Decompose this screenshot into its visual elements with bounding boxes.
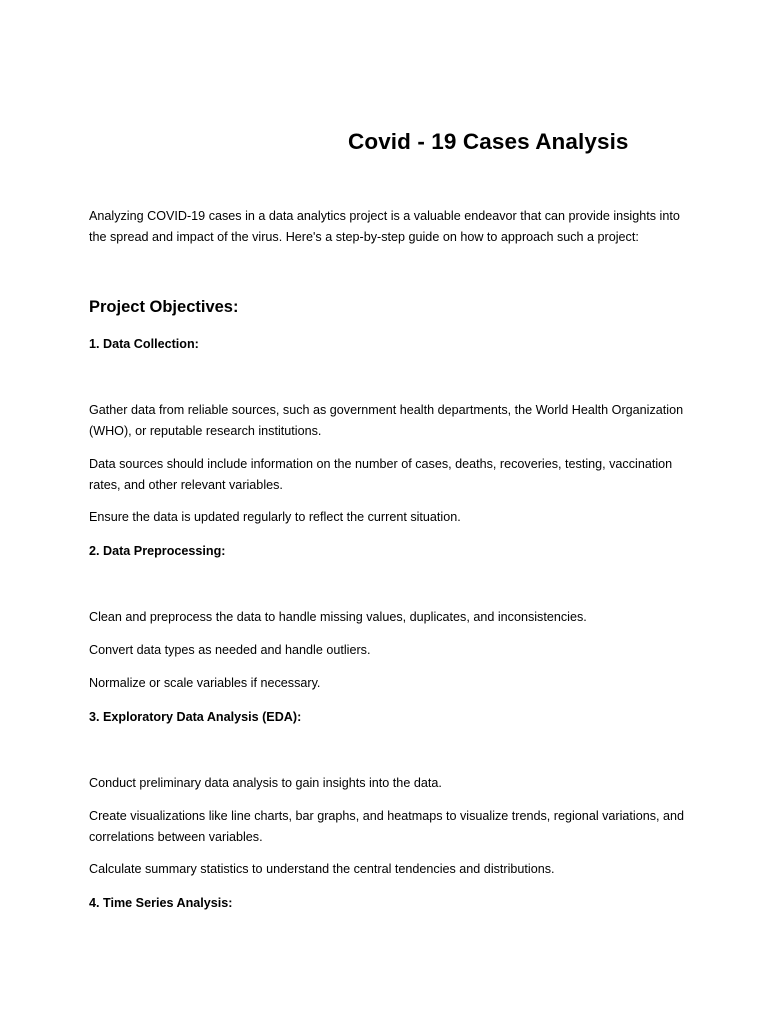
step-heading-data-collection: 1. Data Collection: <box>89 337 199 351</box>
document-title: Covid - 19 Cases Analysis <box>348 129 629 154</box>
intro-paragraph: Analyzing COVID-19 cases in a data analytics project is a valuable endeavor that can provide insights into the spread and impact of the virus. Here's a step-by-step guide on how to approach such a project: <box>89 209 680 244</box>
step-paragraph: Data sources should include information on the number of cases, deaths, recoveries, testing, vaccination rates, and other relevant variables. <box>89 457 673 492</box>
step-paragraph: Ensure the data is updated regularly to reflect the current situation. <box>89 510 461 524</box>
section-heading-objectives: Project Objectives: <box>89 298 239 316</box>
step-paragraph: Conduct preliminary data analysis to gain insights into the data. <box>89 776 442 790</box>
step-paragraph: Calculate summary statistics to understand the central tendencies and distributions. <box>89 862 555 876</box>
step-paragraph: Create visualizations like line charts, bar graphs, and heatmaps to visualize trends, regional variations, and correlations between variables. <box>89 809 685 844</box>
step-heading-eda: 3. Exploratory Data Analysis (EDA): <box>89 710 302 724</box>
step-heading-time-series: 4. Time Series Analysis: <box>89 896 233 910</box>
step-heading-data-preprocessing: 2. Data Preprocessing: <box>89 544 226 558</box>
step-paragraph: Clean and preprocess the data to handle missing values, duplicates, and inconsistencies. <box>89 610 587 624</box>
step-paragraph: Gather data from reliable sources, such as government health departments, the World Health Organization (WHO), or reputable research institutions. <box>89 403 684 438</box>
step-paragraph: Convert data types as needed and handle outliers. <box>89 643 371 657</box>
step-paragraph: Normalize or scale variables if necessary. <box>89 676 321 690</box>
